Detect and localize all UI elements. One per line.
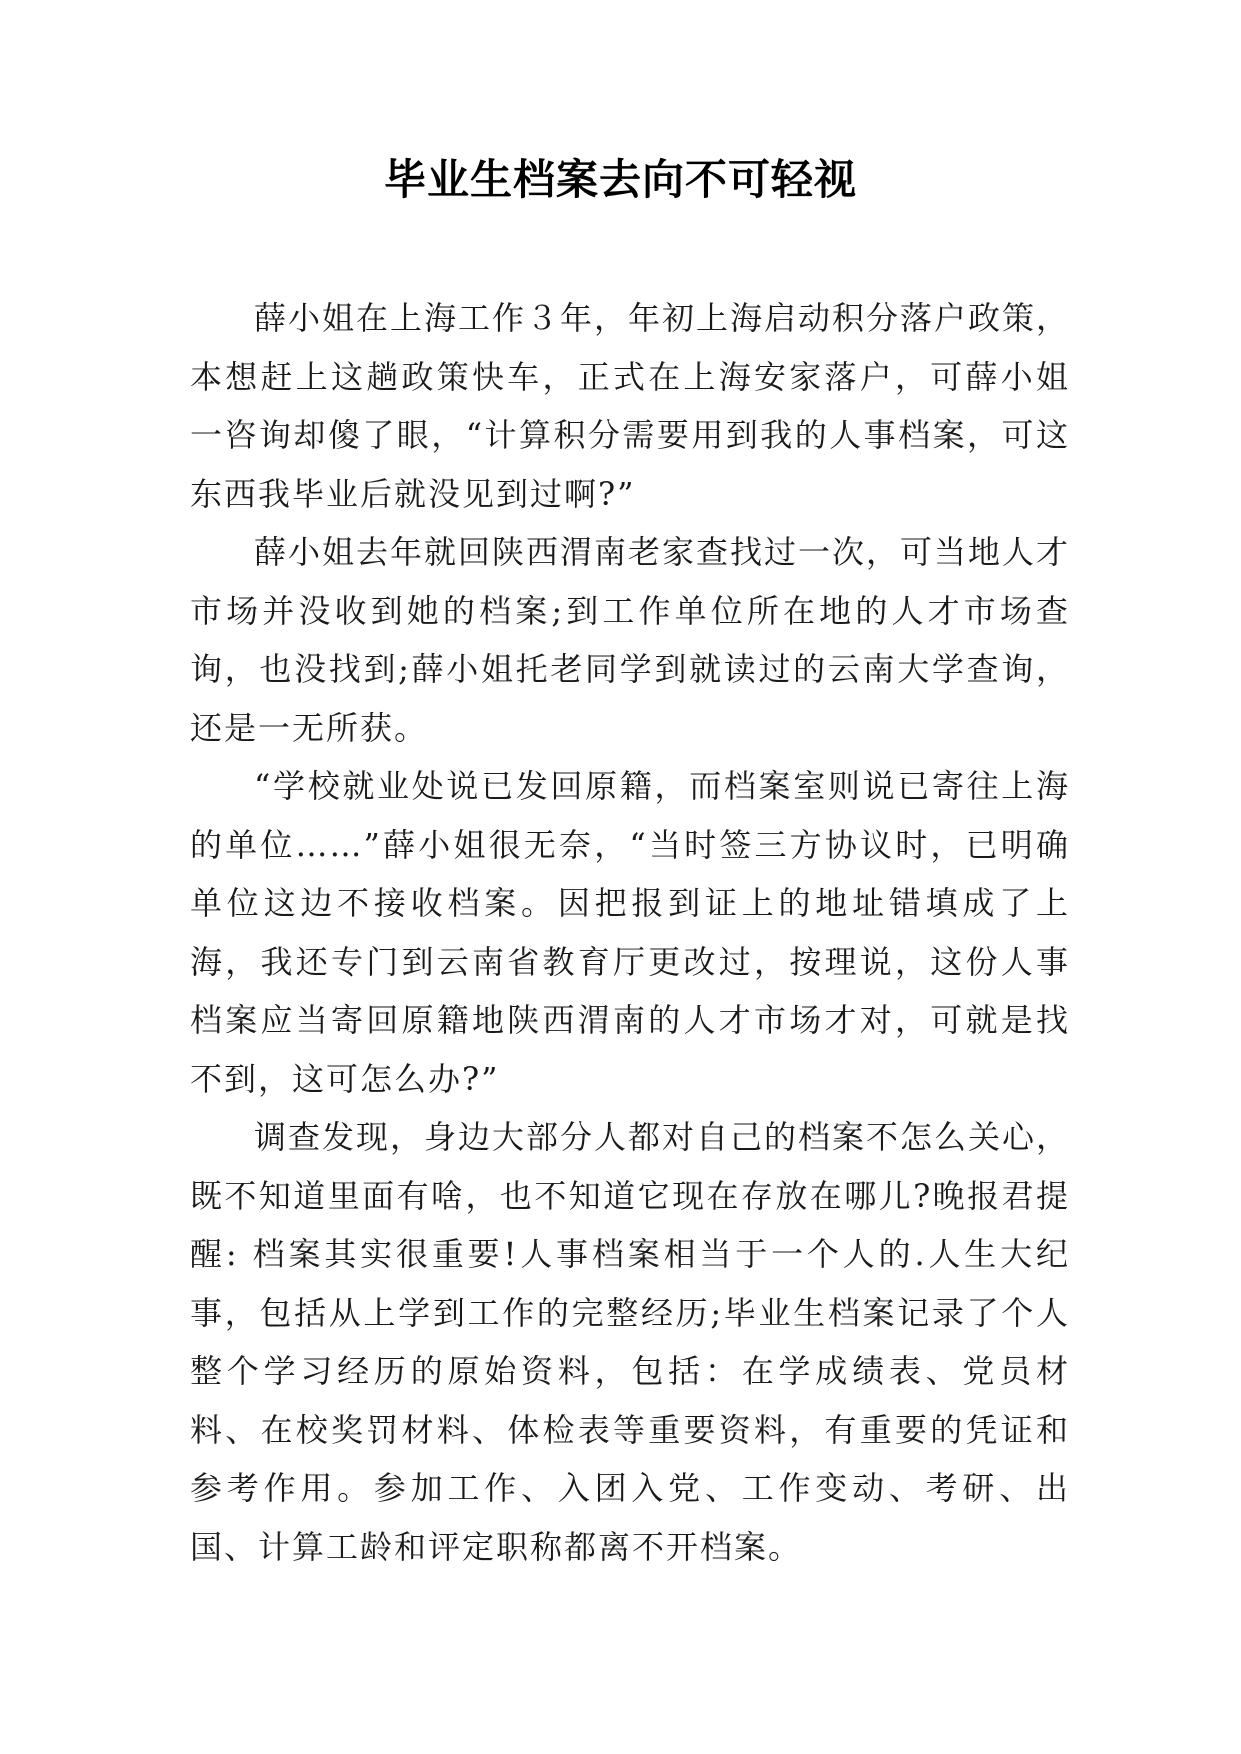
document-body xyxy=(190,289,1070,1576)
document-title: 毕业生档案去向不可轻视 xyxy=(383,155,857,204)
paragraph: 薛小姐去年就回陕西渭南老家查找过一次，可当地人才市场并没收到她的档案;到工作单位所在地的人才市场查询，也没找到;薛小姐托老同学到就读过的云南大学查询，还是一无所获。 xyxy=(190,533,1071,747)
paragraph: 调查发现，身边大部分人都对自己的档案不怎么关心，既不知道里面有啥，也不知道它现在存放在哪儿?晚报君提醒: 档案其实很重要!人事档案相当于一个人的.人生大纪事，包括从上学到工作的完整经历;毕业生档案记录了个人整个学习经历的原始资料，包括：在学成绩表、党员材料、在校奖罚材料、体检表等重要资料，有重要的凭证和参考作用。参加工作、入团入党、工作变动、考研、出国、计算工龄和评定职称都离不开档案。 xyxy=(190,1118,1071,1566)
paragraph: “学校就业处说已发回原籍，而档案室则说已寄往上海的单位……”薛小姐很无奈，“当时签三方协议时，已明确单位这边不接收档案。因把报到证上的地址错填成了上海，我还专门到云南省教育厅更改过，按理说，这份人事档案应当寄回原籍地陕西渭南的人才市场才对，可就是找不到，这可怎么办?” xyxy=(190,767,1070,1098)
paragraph: 薛小姐在上海工作３年，年初上海启动积分落户政策，本想赶上这趟政策快车，正式在上海安家落户，可薛小姐一咨询却傻了眼，“计算积分需要用到我的人事档案，可这东西我毕业后就没见到过啊?” xyxy=(190,299,1071,513)
